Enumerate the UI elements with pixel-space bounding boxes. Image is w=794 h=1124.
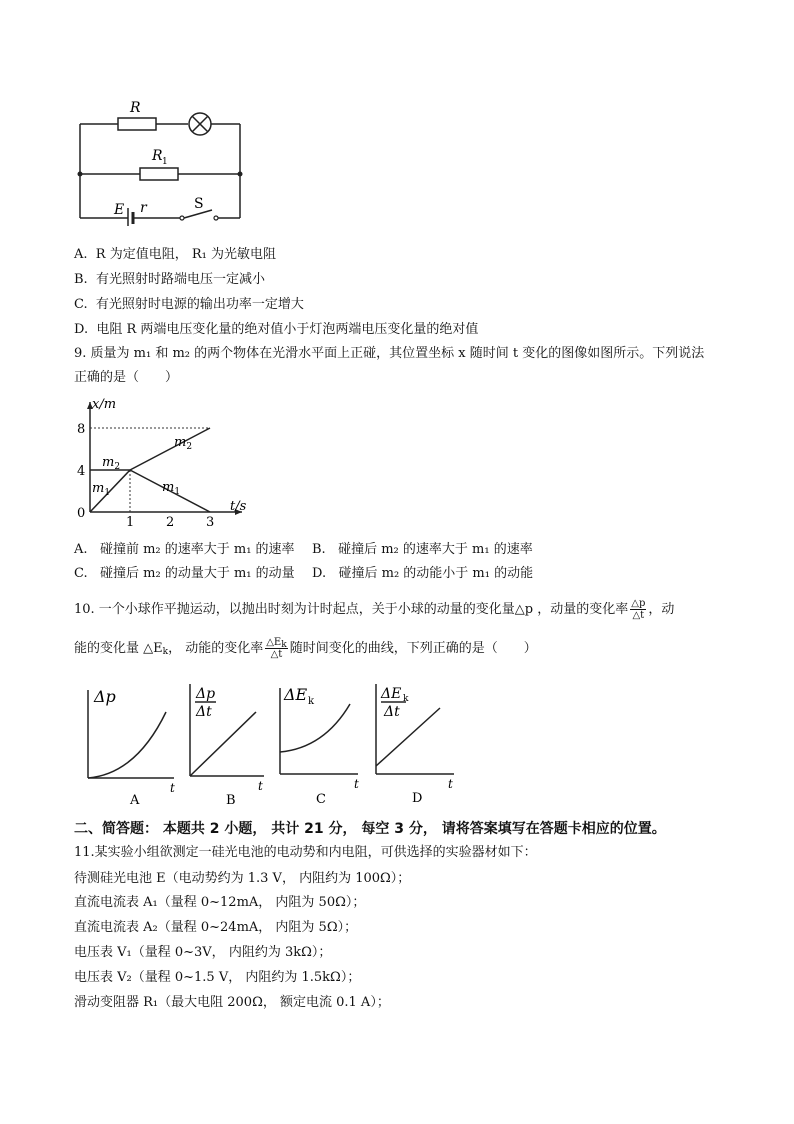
q11-item-3: 直流电流表 A₂（量程 0~24mA， 内阻为 5Ω）； (74, 920, 358, 935)
q8-option-b: B. 有光照射时路端电压一定减小 (74, 272, 265, 287)
q9-stem-line1: 9. 质量为 m₁ 和 m₂ 的两个物体在光滑水平面上正碰，其位置坐标 x 随时间 t 变化的图像如图所示。下列说法 (74, 346, 705, 361)
q10-stem-line1: 10. 一个小球作平抛运动，以抛出时刻为计时起点，关于小球的动量的变化量△p ，动量的变化率 $\frac{\triangle p}{\triangle t}$ ，动 (74, 598, 675, 621)
svg-text:B: B (226, 793, 236, 808)
q11-item-5: 电压表 V₂（量程 0~1.5 V， 内阻约为 1.5kΩ）； (74, 970, 361, 985)
svg-text:t: t (258, 779, 263, 793)
svg-text:Δp: Δp (196, 686, 216, 702)
y-axis-label: x/m (92, 397, 117, 412)
label-R1-sub: 1 (162, 157, 168, 167)
resistor-R (118, 118, 156, 130)
line-b (190, 712, 256, 776)
svg-text:C: C (316, 792, 326, 807)
q11-intro: 11.某实验小组欲测定一硅光电池的电动势和内电阻，可供选择的实验器材如下： (74, 845, 537, 860)
q11-item-2: 直流电流表 A₁（量程 0~12mA， 内阻为 50Ω）； (74, 895, 366, 910)
q9-option-c: C. 碰撞后 m₂ 的动量大于 m₁ 的动量 (74, 566, 295, 581)
q9-option-b: B. 碰撞后 m₂ 的速率大于 m₁ 的速率 (312, 542, 533, 557)
section2-heading: 二、简答题： 本题共 2 小题， 共计 21 分， 每空 3 分， 请将答案填写在答题卡相应的位置。 (74, 821, 666, 837)
resistor-R1 (140, 168, 178, 180)
series-annotation: $m_2$ (174, 434, 193, 452)
q11-item-6: 滑动变阻器 R₁（最大电阻 200Ω， 额定电流 0.1 A）； (74, 995, 390, 1010)
q9-option-d: D. 碰撞后 m₂ 的动能小于 m₁ 的动能 (312, 566, 534, 581)
label-S: S (194, 196, 204, 212)
label-R1: R (152, 148, 163, 164)
x-tick-label: 1 (126, 515, 135, 530)
series-line-3 (130, 428, 210, 470)
frac-dEk-dt: $\frac{\triangle E_k}{\triangle t}$ (266, 637, 287, 660)
circuit-diagram (70, 98, 250, 226)
label-E: E (114, 202, 125, 218)
q9-position-time-chart (72, 396, 262, 530)
svg-text:k: k (308, 696, 315, 707)
curve-c (280, 704, 350, 752)
q11-item-4: 电压表 V₁（量程 0~3V， 内阻约为 3kΩ）； (74, 945, 332, 960)
series-annotation: $m_1$ (92, 481, 111, 499)
q9-stem-line2: 正确的是（ ） (74, 370, 179, 385)
y-tick-label: 4 (77, 464, 86, 479)
q9-option-a: A. 碰撞前 m₂ 的速率大于 m₁ 的速率 (74, 542, 295, 557)
q8-option-d: D. 电阻 R 两端电压变化量的绝对值小于灯泡两端电压变化量的绝对值 (74, 322, 479, 337)
y-tick-label: 8 (77, 422, 86, 437)
label-r: r (140, 200, 147, 216)
svg-text:t: t (354, 777, 359, 791)
frac-dp-dt: $\frac{\triangle p}{\triangle t}$ (631, 598, 646, 621)
curve-a (88, 712, 166, 778)
svg-text:D: D (412, 791, 423, 806)
label-R: R (130, 100, 141, 116)
q10-graph-b (182, 678, 272, 808)
svg-text:Δp: Δp (94, 687, 116, 706)
svg-text:t: t (448, 777, 453, 791)
q10-graph-d (370, 678, 462, 808)
q8-option-a: A. R 为定值电阻， R₁ 为光敏电阻 (74, 247, 276, 262)
x-axis-label: t/s (230, 499, 247, 514)
svg-text:ΔE: ΔE (284, 685, 308, 704)
svg-text:k: k (403, 694, 409, 704)
series-annotation: $m_1$ (162, 480, 181, 497)
y-tick-label: 0 (77, 506, 86, 521)
svg-text:t: t (170, 781, 175, 795)
q10-stem-line2: 能的变化量 $\triangle E_k$， 动能的变化率 $\frac{\triangle E_k}{\triangle t}$ 随时间变化的曲线，下列正确的是（ ） (74, 637, 537, 660)
q10-graph-c (274, 682, 366, 808)
svg-text:ΔE: ΔE (381, 686, 402, 702)
svg-text:Δt: Δt (196, 704, 212, 720)
q11-item-1: 待测硅光电池 E（电动势约为 1.3 V， 内阻约为 100Ω）； (74, 871, 411, 886)
x-tick-label: 2 (166, 515, 175, 530)
svg-text:Δt: Δt (384, 704, 400, 720)
series-annotation: $m_2$ (102, 454, 121, 472)
q8-option-c: C. 有光照射时电源的输出功率一定增大 (74, 297, 304, 312)
q10-graph-a (74, 682, 184, 808)
svg-text:A: A (130, 793, 140, 808)
x-tick-label: 3 (206, 515, 215, 530)
